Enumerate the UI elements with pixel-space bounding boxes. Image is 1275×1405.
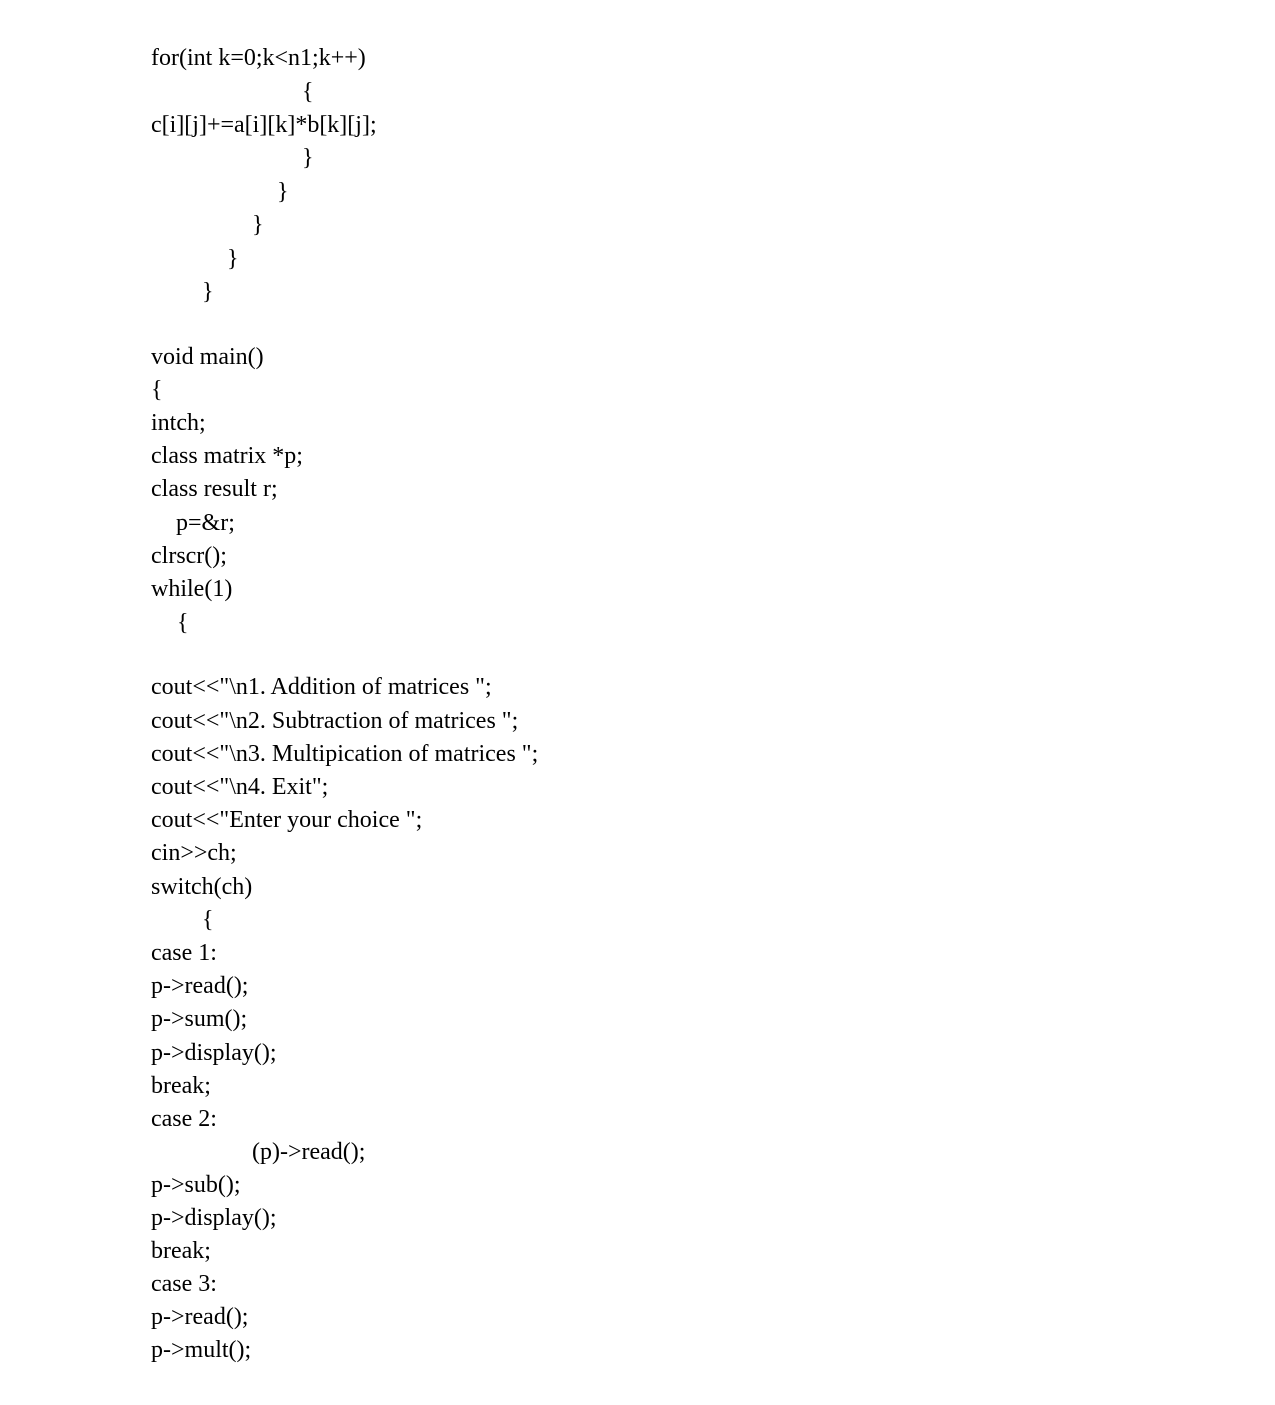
code-line: cout<<"\n1. Addition of matrices "; bbox=[151, 674, 492, 700]
code-line: p->read(); bbox=[151, 1304, 249, 1330]
code-line: case 3: bbox=[151, 1271, 217, 1297]
code-line: cin>>ch; bbox=[151, 840, 237, 866]
code-line: { bbox=[151, 377, 163, 403]
code-line: p->display(); bbox=[151, 1205, 277, 1231]
code-line: c[i][j]+=a[i][k]*b[k][j]; bbox=[151, 112, 377, 138]
code-line: break; bbox=[151, 1238, 211, 1264]
code-line: cout<<"\n2. Subtraction of matrices "; bbox=[151, 708, 519, 734]
code-line: void main() bbox=[151, 344, 264, 370]
code-line: } bbox=[277, 179, 289, 205]
code-line: clrscr(); bbox=[151, 543, 227, 569]
code-line: case 2: bbox=[151, 1106, 217, 1132]
code-line: } bbox=[227, 246, 239, 272]
code-line: } bbox=[302, 145, 314, 171]
code-line: p->mult(); bbox=[151, 1337, 252, 1363]
code-line: case 1: bbox=[151, 940, 217, 966]
code-line: p->display(); bbox=[151, 1040, 277, 1066]
code-line: cout<<"\n3. Multipication of matrices "; bbox=[151, 741, 539, 767]
code-line: class result r; bbox=[151, 476, 278, 502]
code-line: break; bbox=[151, 1073, 211, 1099]
code-line: intch; bbox=[151, 410, 206, 436]
code-line: switch(ch) bbox=[151, 874, 253, 900]
code-line: p->sum(); bbox=[151, 1006, 248, 1032]
code-line: while(1) bbox=[151, 576, 233, 602]
code-line: cout<<"\n4. Exit"; bbox=[151, 774, 329, 800]
code-line: } bbox=[202, 279, 214, 305]
code-line: } bbox=[252, 212, 264, 238]
code-line: (p)->read(); bbox=[252, 1139, 366, 1165]
code-line: p->sub(); bbox=[151, 1172, 241, 1198]
code-line: p=&r; bbox=[176, 510, 235, 536]
code-line: cout<<"Enter your choice "; bbox=[151, 807, 423, 833]
code-line: p->read(); bbox=[151, 973, 249, 999]
code-line: for(int k=0;k<n1;k++) bbox=[151, 45, 366, 71]
code-line: { bbox=[177, 610, 189, 636]
code-line: class matrix *p; bbox=[151, 443, 303, 469]
code-line: { bbox=[302, 79, 314, 105]
code-line: { bbox=[202, 907, 214, 933]
